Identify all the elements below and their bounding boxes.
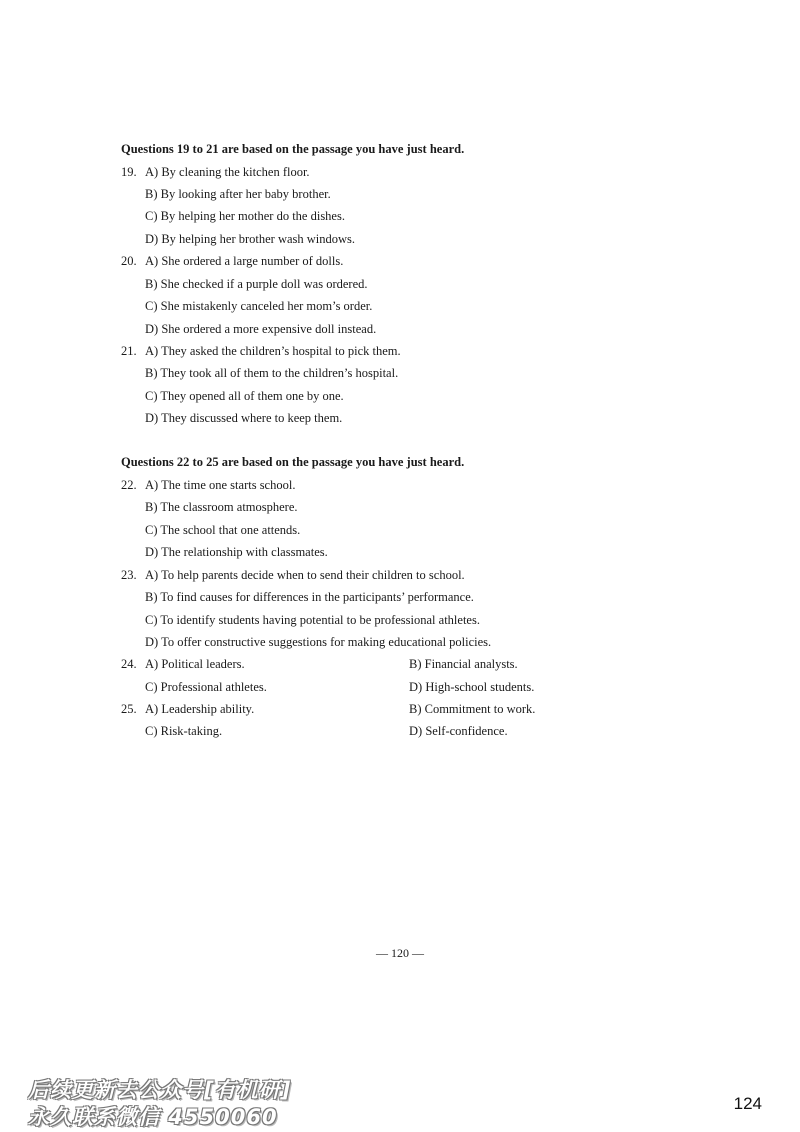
question-number: 25. [121,702,137,716]
option-24c: C) Professional athletes. [145,680,267,694]
section-heading: Questions 19 to 21 are based on the passage you have just heard. [121,142,465,156]
option-19a: A) By cleaning the kitchen floor. [145,165,310,179]
page-number: — 120 — [376,946,424,960]
option-23c: C) To identify students having potential to be professional athletes. [145,613,480,627]
option-23d: D) To offer constructive suggestions for making educational policies. [145,635,492,649]
option-19d: D) By helping her brother wash windows. [145,232,356,246]
question-number: 21. [121,344,137,358]
option-22d: D) The relationship with classmates. [145,545,328,559]
option-25d: D) Self-confidence. [409,724,508,738]
option-24a: A) Political leaders. [145,657,245,671]
option-21c: C) They opened all of them one by one. [145,389,344,403]
option-25c: C) Risk-taking. [145,724,223,738]
option-21d: D) They discussed where to keep them. [145,411,343,425]
scan-page-number: 124 [733,1094,762,1113]
option-20d: D) She ordered a more expensive doll instead. [145,322,377,336]
question-number: 22. [121,478,137,492]
option-21b: B) They took all of them to the children’s hospital. [145,366,399,380]
option-20b: B) She checked if a purple doll was ordered. [145,277,368,291]
option-25a: A) Leadership ability. [145,702,255,716]
watermark-line-2: 永久联系微信 4550060 [28,1105,278,1129]
option-25b: B) Commitment to work. [409,702,536,716]
option-23b: B) To find causes for differences in the participants’ performance. [145,590,474,604]
option-22b: B) The classroom atmosphere. [145,500,298,514]
section-heading: Questions 22 to 25 are based on the passage you have just heard. [121,455,465,469]
watermark-line-1: 后续更新去公众号[有机研] [28,1078,292,1102]
question-number: 23. [121,568,137,582]
question-number: 19. [121,165,137,179]
option-22a: A) The time one starts school. [145,478,296,492]
option-23a: A) To help parents decide when to send their children to school. [145,568,465,582]
option-19b: B) By looking after her baby brother. [145,187,331,201]
option-24d: D) High-school students. [409,680,535,694]
option-22c: C) The school that one attends. [145,523,301,537]
option-19c: C) By helping her mother do the dishes. [145,209,345,223]
option-20a: A) She ordered a large number of dolls. [145,254,344,268]
question-number: 20. [121,254,137,268]
option-21a: A) They asked the children’s hospital to pick them. [145,344,401,358]
question-number: 24. [121,657,137,671]
option-20c: C) She mistakenly canceled her mom’s order. [145,299,373,313]
option-24b: B) Financial analysts. [409,657,518,671]
